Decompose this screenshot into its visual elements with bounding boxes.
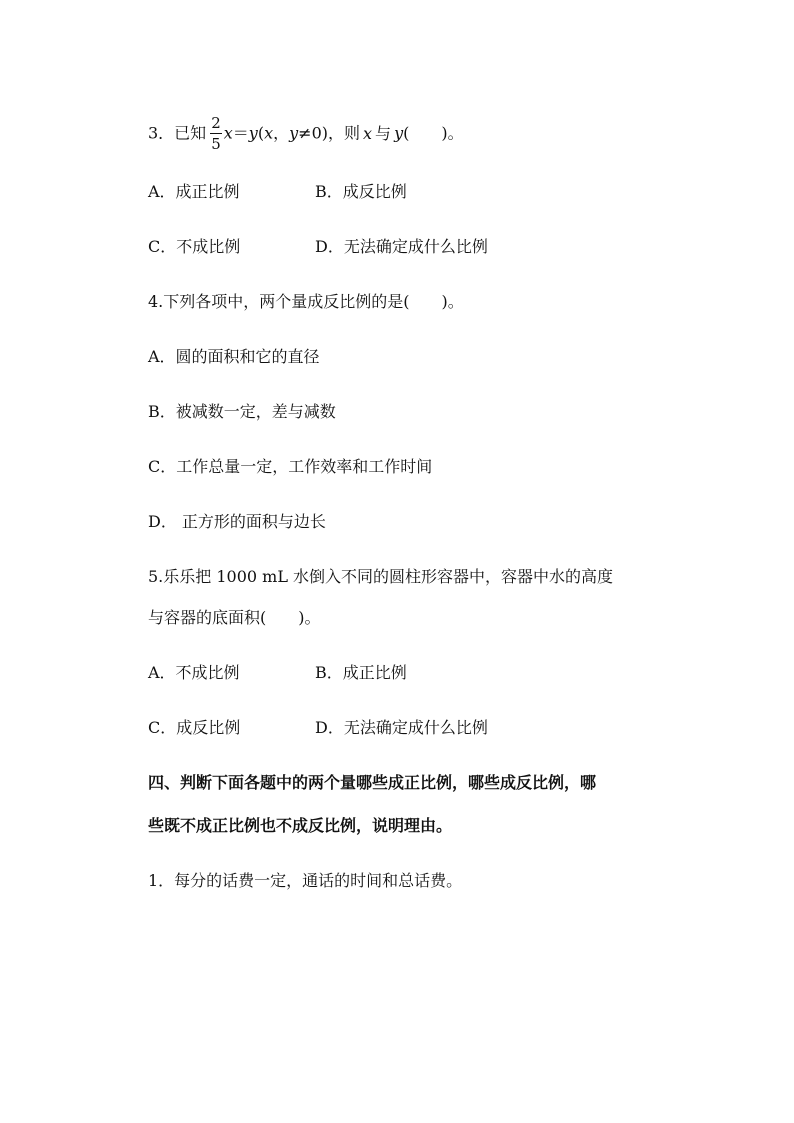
comma: ，: [273, 123, 290, 143]
word-yu: 与: [375, 123, 392, 143]
var-x: x: [363, 123, 373, 143]
q5-option-b: B．成正比例: [315, 663, 407, 682]
q3-option-a: A．成正比例: [148, 182, 240, 201]
q3-prefix: 3．已知: [148, 123, 207, 143]
q3-option-d: D．无法确定成什么比例: [315, 237, 488, 256]
q4-option-d: D． 正方形的面积与边长: [148, 512, 326, 531]
var-x: x: [264, 123, 274, 143]
section-4-heading-line2: 些既不成正比例也不成反比例，说明理由。: [148, 816, 453, 835]
neq-clause: ≠0)，则: [298, 123, 361, 143]
q3-option-b: B．成反比例: [315, 182, 407, 201]
q5-option-c: C．成反比例: [148, 718, 241, 737]
question-5-stem-line1: 5.乐乐把 1000 mL 水倒入不同的圆柱形容器中，容器中水的高度: [148, 567, 614, 586]
section-4-item-1: 1．每分的话费一定，通话的时间和总话费。: [148, 871, 463, 890]
q4-option-c: C．工作总量一定，工作效率和工作时间: [148, 457, 433, 476]
section-4-heading-line1: 四、判断下面各题中的两个量哪些成正比例，哪些成反比例，哪: [148, 773, 597, 792]
var-x: x: [223, 123, 233, 143]
fraction-numerator: 2: [211, 114, 221, 132]
question-4-stem: 4.下列各项中，两个量成反比例的是( )。: [148, 292, 464, 311]
q4-option-a: A．圆的面积和它的直径: [148, 347, 320, 366]
paren-open: (: [257, 123, 265, 143]
fraction: [210, 116, 222, 152]
question-5-stem-line2: 与容器的底面积( )。: [148, 608, 321, 627]
var-y: y: [248, 123, 258, 143]
question-3-stem: [148, 116, 464, 152]
equals-sign: ＝: [232, 123, 249, 143]
q5-option-a: A．不成比例: [148, 663, 240, 682]
q3-option-c: C．不成比例: [148, 237, 241, 256]
q4-option-b: B．被减数一定，差与减数: [148, 402, 336, 421]
q5-option-d: D．无法确定成什么比例: [315, 718, 488, 737]
var-y: y: [289, 123, 299, 143]
fraction-denominator: 5: [211, 135, 221, 153]
answer-blank: ( )。: [403, 123, 464, 143]
var-y: y: [394, 123, 404, 143]
